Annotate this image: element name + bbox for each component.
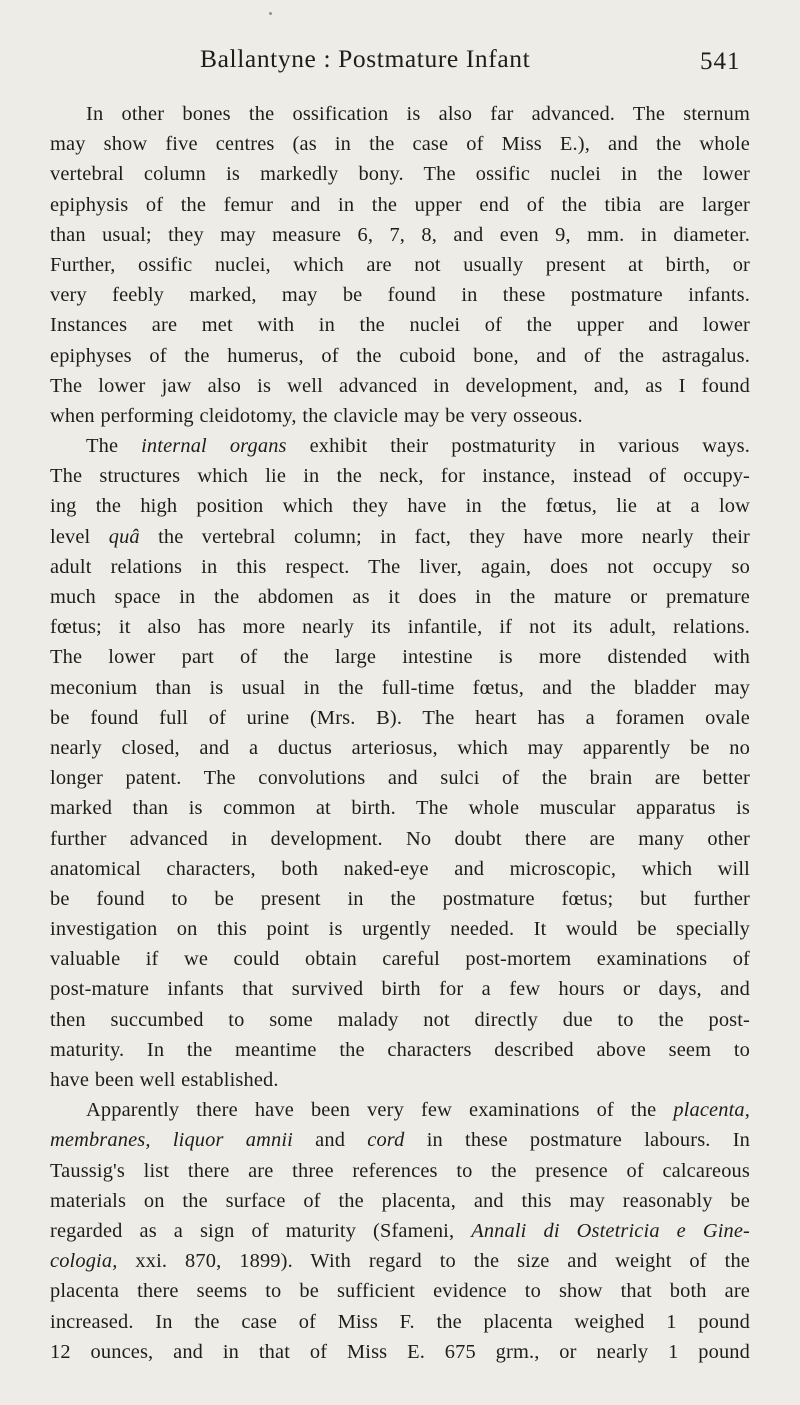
text-line: increased. In the case of Miss F. the placenta weighed 1 pound: [50, 1310, 750, 1333]
text-line: then succumbed to some malady not directly due to the post-: [50, 1008, 750, 1031]
text-line: materials on the surface of the placenta, and this may reasonably be: [50, 1189, 750, 1212]
text-line: have been well established.: [50, 1069, 279, 1091]
text-line: adult relations in this respect. The liver, again, does not occupy so: [50, 555, 750, 578]
text-line: membranes, liquor amnii and cord in these postmature labours. In: [50, 1129, 751, 1152]
text-line: vertebral column is markedly bony. The ossific nuclei in the lower: [50, 163, 750, 186]
text-line: level quâ the vertebral column; in fact, they have more nearly their: [50, 525, 750, 548]
text-line: post-mature infants that survived birth for a few hours or days, and: [50, 978, 750, 1001]
text-line: Further, ossific nuclei, which are not usually present at birth, or: [50, 253, 750, 276]
text-line: nearly closed, and a ductus arteriosus, which may apparently be no: [50, 736, 750, 759]
body-text: [50, 99, 750, 1367]
text-line: when performing cleidotomy, the clavicle may be very osseous.: [50, 404, 583, 427]
text-line: meconium than is usual in the full-time fœtus, and the bladder may: [50, 676, 750, 699]
text-line: epiphyses of the humerus, of the cuboid bone, and of the astragalus.: [50, 344, 750, 367]
text-line: ing the high position which they have in the fœtus, lie at a low: [50, 495, 750, 518]
text-line: regarded as a sign of maturity (Sfameni, Annali di Ostetricia e Gine-: [50, 1219, 750, 1242]
text-line: The structures which lie in the neck, for instance, instead of occupy-: [50, 465, 750, 488]
text-line: cologia, xxi. 870, 1899). With regard to the size and weight of the: [50, 1250, 750, 1273]
text-line: much space in the abdomen as it does in the mature or premature: [50, 586, 750, 608]
ink-speck: [269, 12, 272, 15]
text-line: anatomical characters, both naked-eye and microscopic, which will: [50, 857, 750, 880]
text-line: In other bones the ossification is also far advanced. The sternum: [86, 103, 750, 125]
text-line: be found full of urine (Mrs. B). The heart has a foramen ovale: [50, 706, 750, 729]
text-line: fœtus; it also has more nearly its infantile, if not its adult, relations.: [50, 616, 750, 639]
page-number: 541: [700, 48, 741, 75]
text-line: Taussig's list there are three references to the presence of calcareous: [50, 1159, 750, 1182]
text-line: very feebly marked, may be found in these postmature infants.: [50, 284, 750, 307]
text-line: The lower jaw also is well advanced in development, and, as I found: [50, 374, 750, 397]
text-line: 12 ounces, and in that of Miss E. 675 grm., or nearly 1 pound: [50, 1340, 750, 1363]
text-line: valuable if we could obtain careful post-mortem examinations of: [50, 948, 750, 971]
text-line: placenta there seems to be sufficient evidence to show that both are: [50, 1280, 750, 1303]
text-line: may show five centres (as in the case of Miss E.), and the whole: [50, 133, 750, 156]
text-line: maturity. In the meantime the characters described above seem to: [50, 1038, 750, 1061]
text-line: marked than is common at birth. The whole muscular apparatus is: [50, 797, 750, 820]
text-line: Instances are met with in the nuclei of the upper and lower: [50, 314, 750, 337]
text-line: The internal organs exhibit their postmaturity in various ways.: [86, 435, 750, 458]
text-line: further advanced in development. No doubt there are many other: [50, 827, 750, 850]
text-line: than usual; they may measure 6, 7, 8, and even 9, mm. in diameter.: [50, 223, 750, 246]
running-header: [0, 44, 800, 80]
text-line: investigation on this point is urgently needed. It would be specially: [50, 918, 750, 941]
text-line: epiphysis of the femur and in the upper end of the tibia are larger: [50, 193, 750, 216]
text-line: be found to be present in the postmature fœtus; but further: [50, 887, 750, 910]
running-title: Ballantyne : Postmature Infant: [200, 44, 531, 73]
text-line: The lower part of the large intestine is more distended with: [50, 646, 750, 669]
text-line: Apparently there have been very few examinations of the placenta,: [86, 1099, 750, 1122]
text-line: longer patent. The convolutions and sulci of the brain are better: [50, 767, 750, 790]
